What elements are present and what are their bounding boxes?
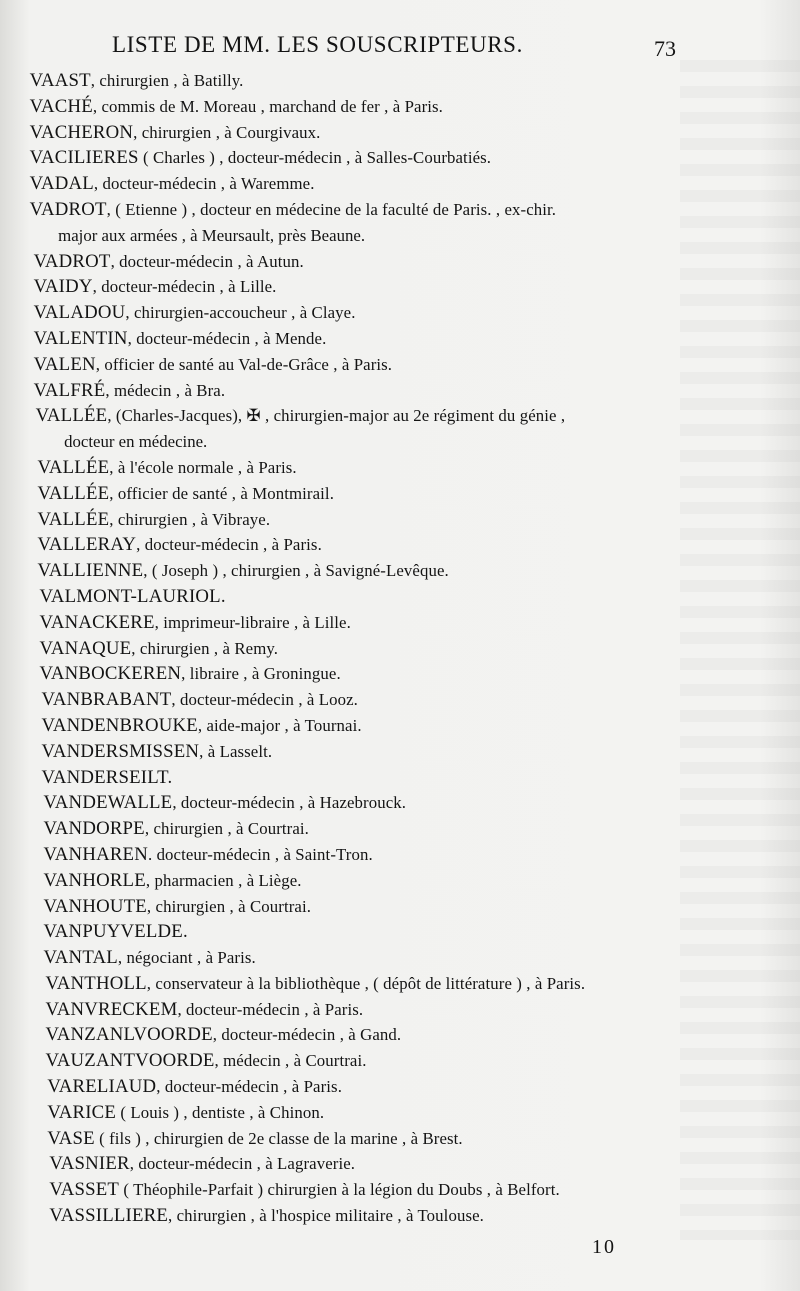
subscriber-detail: , chirurgien , à Courtrai. [144,819,309,839]
subscriber-name: VASSILLIERE [49,1205,169,1227]
subscriber-detail: , médecin , à Courtrai. [214,1051,367,1071]
subscriber-detail-continuation: major aux armées , à Meursault, près Beaune. [58,225,366,245]
subscriber-entry [0,919,790,945]
subscriber-name: VANAQUE [39,637,132,659]
subscriber-name: VANACKERE [39,611,155,633]
subscriber-name: VACHERON [29,121,134,143]
subscriber-name: VASNIER [49,1153,130,1175]
subscriber-entry [0,145,790,171]
subscriber-detail: , chirurgien-accoucheur , à Claye. [125,303,356,323]
subscriber-detail: , libraire , à Groningue. [181,664,341,684]
subscriber-detail: , (Charles-Jacques), ✠ , chirurgien-major au 2e régiment du génie , [107,406,566,426]
subscriber-entry [0,1074,790,1100]
subscriber-entry [0,274,790,300]
subscriber-name: VANZANLVOORDE [45,1024,213,1046]
subscriber-entry [0,584,790,610]
subscriber-detail: . docteur-médecin , à Saint-Tron. [147,844,373,864]
subscriber-detail: , commis de M. Moreau , marchand de fer , à Paris. [92,96,443,116]
page-title: LISTE DE MM. LES SOUSCRIPTEURS. [112,32,523,57]
subscriber-detail: , chirurgien , à Courtrai. [146,896,312,916]
subscriber-name: VANPUYVELDE. [43,921,188,943]
subscriber-name: VASSET [49,1179,120,1201]
subscriber-detail: , ( Etienne ) , docteur en médecine de la faculté de Paris. , ex-chir. [106,199,557,219]
subscriber-detail: , officier de santé , à Montmirail. [109,483,334,503]
subscriber-entry [0,532,790,558]
subscriber-name: VACILIERES [29,147,139,169]
subscriber-entry [0,894,790,920]
subscriber-entry [0,636,790,662]
page-number: 73 [654,36,676,61]
subscriber-entry [0,790,790,816]
subscriber-name: VALEN [33,353,96,375]
subscriber-entry [0,1126,790,1152]
subscriber-entry [0,249,790,275]
subscriber-entry [0,945,790,971]
subscriber-entry [0,610,790,636]
subscriber-detail: , médecin , à Bra. [105,380,226,400]
subscriber-name: VALMONT-LAURIOL. [39,585,226,607]
subscriber-entry [0,739,790,765]
subscriber-detail: ( Charles ) , docteur-médecin , à Salles-Courbatiés. [138,148,492,168]
subscriber-entry [0,197,790,223]
subscriber-detail-continuation: docteur en médecine. [64,432,208,452]
subscriber-detail: , chirurgien , à Batilly. [90,71,244,90]
subscriber-entry [0,171,790,197]
subscriber-detail: , officier de santé au Val-de-Grâce , à Paris. [95,354,393,374]
subscriber-detail: , docteur-médecin , à Lagraverie. [129,1154,356,1174]
subscriber-detail: , docteur-médecin , à Mende. [127,328,327,348]
subscriber-name: VASE [47,1127,95,1149]
subscriber-entry [0,94,790,120]
subscriber-name: VADROT [29,198,107,220]
subscriber-entry [0,1022,790,1048]
subscriber-detail: ( Théophile-Parfait ) chirurgien à la légion du Doubs , à Belfort. [119,1180,560,1200]
subscriber-name: VANDORPE [43,818,145,840]
subscriber-name: VADROT [33,250,111,272]
subscriber-name: VALLÉE [37,508,110,530]
subscriber-entry [0,1203,790,1229]
page-header [0,32,800,66]
subscriber-entry [0,1100,790,1126]
subscriber-detail: , docteur-médecin , à Gand. [212,1025,402,1045]
subscriber-entry [0,378,790,404]
subscriber-detail: ( Louis ) , dentiste , à Chinon. [116,1102,325,1122]
subscriber-entry [0,687,790,713]
subscriber-entry [0,326,790,352]
subscriber-name: VARELIAUD [47,1076,157,1098]
subscriber-entry [0,481,790,507]
subscriber-detail: , chirurgien , à Remy. [131,638,279,658]
subscriber-entry [0,842,790,868]
subscriber-name: VALADOU [33,302,126,324]
subscriber-name: VALLERAY [37,534,137,556]
subscriber-entry [0,661,790,687]
subscriber-entry [0,68,790,94]
subscriber-entry [0,868,790,894]
subscriber-detail: , chirurgien , à l'hospice militaire , à Toulouse. [168,1206,484,1226]
subscriber-detail: , docteur-médecin , à Paris. [177,999,364,1019]
subscriber-entry [0,352,790,378]
subscriber-detail: ( fils ) , chirurgien de 2e classe de la marine , à Brest. [94,1128,463,1148]
subscriber-entry [0,120,790,146]
subscriber-name: VANHOUTE [43,895,147,917]
subscriber-entry [0,816,790,842]
subscriber-detail: , docteur-médecin , à Autun. [110,251,304,271]
subscriber-detail: , docteur-médecin , à Paris. [156,1077,343,1097]
subscriber-name: VANBRABANT [41,689,172,711]
subscriber-name: VARICE [47,1101,117,1123]
subscriber-entry [0,403,790,429]
subscriber-detail: , docteur-médecin , à Lille. [92,277,277,297]
subscriber-detail: , conservateur à la bibliothèque , ( dépôt de littérature ) , à Paris. [146,973,586,993]
subscriber-name: VANDENBROUKE [41,714,198,736]
subscriber-detail: , docteur-médecin , à Looz. [171,690,358,710]
subscriber-name: VANHAREN [43,843,148,865]
subscriber-entry [0,1048,790,1074]
subscriber-detail: , négociant , à Paris. [117,948,256,968]
subscriber-name: VANTHOLL [45,972,147,994]
subscriber-entry [0,558,790,584]
subscriber-detail: , chirurgien , à Courgivaux. [133,122,321,142]
subscriber-detail: , à l'école normale , à Paris. [109,457,297,477]
subscriber-name: VANTAL [43,947,118,969]
subscriber-list [0,68,800,1229]
subscriber-entry [0,300,790,326]
subscriber-name: VALLIENNE [37,560,144,582]
subscriber-detail: , chirurgien , à Vibraye. [109,509,271,529]
subscriber-name: VALFRÉ [33,379,106,401]
subscriber-name: VANVRECKEM [45,998,178,1020]
subscriber-name: VACHÉ [29,95,93,117]
subscriber-name: VANBOCKEREN [39,663,182,685]
subscriber-entry [0,1177,790,1203]
subscriber-name: VAAST [29,70,91,91]
subscriber-name: VANDERSEILT. [41,766,173,788]
subscriber-detail: , à Lasselt. [199,741,273,761]
subscriber-name: VAIDY [33,276,93,298]
signature-mark: 10 [592,1236,616,1258]
subscriber-name: VANDEWALLE [43,792,173,814]
subscriber-name: VANDERSMISSEN [41,740,200,762]
subscriber-entry [0,765,790,791]
subscriber-detail: , imprimeur-libraire , à Lille. [154,612,351,632]
subscriber-entry [0,455,790,481]
subscriber-detail: , docteur-médecin , à Waremme. [93,174,315,194]
subscriber-detail: , docteur-médecin , à Hazebrouck. [172,793,407,813]
subscriber-entry [0,713,790,739]
subscriber-detail: , docteur-médecin , à Paris. [136,535,322,555]
subscriber-entry [0,997,790,1023]
subscriber-entry [0,971,790,997]
subscriber-name: VALLÉE [37,456,110,478]
subscriber-name: VANHORLE [43,869,146,891]
subscriber-detail: , ( Joseph ) , chirurgien , à Savigné-Levêque. [143,561,449,581]
subscriber-name: VADAL [29,173,94,195]
subscriber-detail: , aide-major , à Tournai. [197,715,362,735]
subscriber-entry [0,1151,790,1177]
subscriber-name: VALENTIN [33,327,128,349]
subscriber-entry [0,507,790,533]
subscriber-name: VAUZANTVOORDE [45,1050,215,1072]
subscriber-name: VALLÉE [37,482,110,504]
subscriber-detail: , pharmacien , à Liège. [145,870,302,890]
subscriber-name: VALLÉE [35,405,108,427]
